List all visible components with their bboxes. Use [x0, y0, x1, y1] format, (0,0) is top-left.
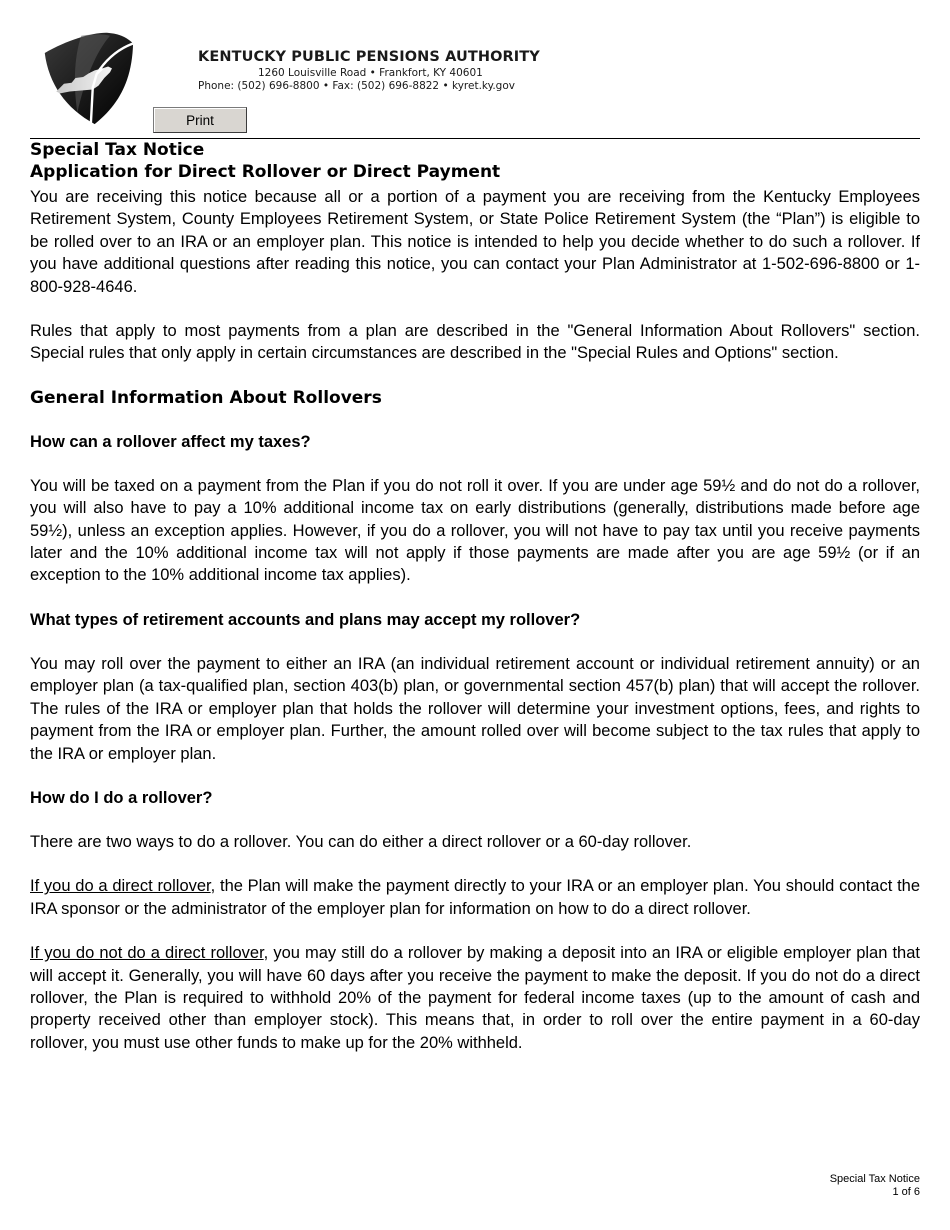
question-how-to-rollover: How do I do a rollover? — [30, 788, 213, 807]
org-block — [198, 49, 540, 93]
page-subtitle: Application for Direct Rollover or Direct Payment — [30, 162, 501, 182]
print-button[interactable]: Print — [153, 107, 247, 133]
page-title: Special Tax Notice — [30, 140, 205, 160]
answer-account-types: You may roll over the payment to either an IRA (an individual retirement account or individual retirement annuity) or an employer plan (a tax-qualified plan, section 403(b) plan, or governmental section 457(b) plan) that will accept the rollover. The rules of the IRA or employer plan that holds the rollover will determine your investment options, fees, and rights to payment from the IRA or employer plan. Further, the amount rolled over will become subject to the tax rules that apply to the IRA or employer plan. — [30, 654, 920, 763]
direct-rollover-paragraph — [30, 875, 920, 920]
document-body — [30, 139, 920, 1076]
question-taxes: How can a rollover affect my taxes? — [30, 432, 311, 451]
answer-how-to-rollover: There are two ways to do a rollover. You can do either a direct rollover or a 60-day rollover. — [30, 832, 692, 851]
indirect-rollover-text: , you may still do a rollover by making a deposit into an IRA or eligible employer plan that will accept it. Generally, you will have 60 days after you receive the payment to make the deposit. If you do not do a direct rollover, the Plan is required to withhold 20% of the payment for federal income taxes (up to the amount of cash and property received other than employer stock). This means that, in order to roll over the entire payment in a 60-day rollover, you must use other funds to make up for the 20% withheld. — [30, 944, 920, 1052]
answer-taxes: You will be taxed on a payment from the Plan if you do not roll it over. If you are under age 59½ and do not do a rollover, you will also have to pay a 10% additional income tax on early distributions (generally, distributions made before age 59½), unless an exception applies. However, if you do a rollover, you will not have to pay tax until you receive payments later and the 10% additional income tax will not apply if those payments are made after you are age 59½ (or if an exception to the 10% additional income tax applies). — [30, 476, 920, 585]
question-account-types: What types of retirement accounts and plans may accept my rollover? — [30, 610, 581, 629]
kentucky-shield-logo-icon — [38, 30, 136, 126]
org-contact: Phone: (502) 696-8800 • Fax: (502) 696-8822 • kyret.ky.gov — [198, 80, 515, 92]
indirect-rollover-paragraph — [30, 942, 920, 1054]
intro-paragraph-2: Rules that apply to most payments from a plan are described in the "General Information About Rollovers" section. Special rules that only apply in certain circumstances are described in the "Special Rules and Options" section. — [30, 322, 920, 363]
intro-paragraph-1: You are receiving this notice because all or a portion of a payment you are receiving from the Kentucky Employees Retirement System, County Employees Retirement System, or State Police Retirement System (the “Plan”) is eligible to be rolled over to an IRA or an employer plan. This notice is intended to help you decide whether to do such a rollover. If you have additional questions after reading this notice, you can contact your Plan Administrator at 1-502-696-8800 or 1-800-928-4646. — [30, 188, 920, 296]
indirect-rollover-lead: If you do not do a direct rollover — [30, 944, 264, 963]
section-heading-general: General Information About Rollovers — [30, 387, 382, 408]
direct-rollover-text: , the Plan will make the payment directly to your IRA or an employer plan. You should contact the IRA sponsor or the administrator of the employer plan for information on how to do a direct rollover. — [30, 877, 921, 918]
org-name: KENTUCKY PUBLIC PENSIONS AUTHORITY — [198, 49, 540, 65]
direct-rollover-lead: If you do a direct rollover — [30, 877, 211, 896]
page-footer — [830, 1173, 920, 1199]
footer-doc-name: Special Tax Notice — [829, 1173, 920, 1185]
page-header — [0, 0, 950, 140]
footer-page-number: 1 of 6 — [892, 1186, 920, 1198]
org-address: 1260 Louisville Road • Frankfort, KY 40601 — [258, 67, 483, 79]
